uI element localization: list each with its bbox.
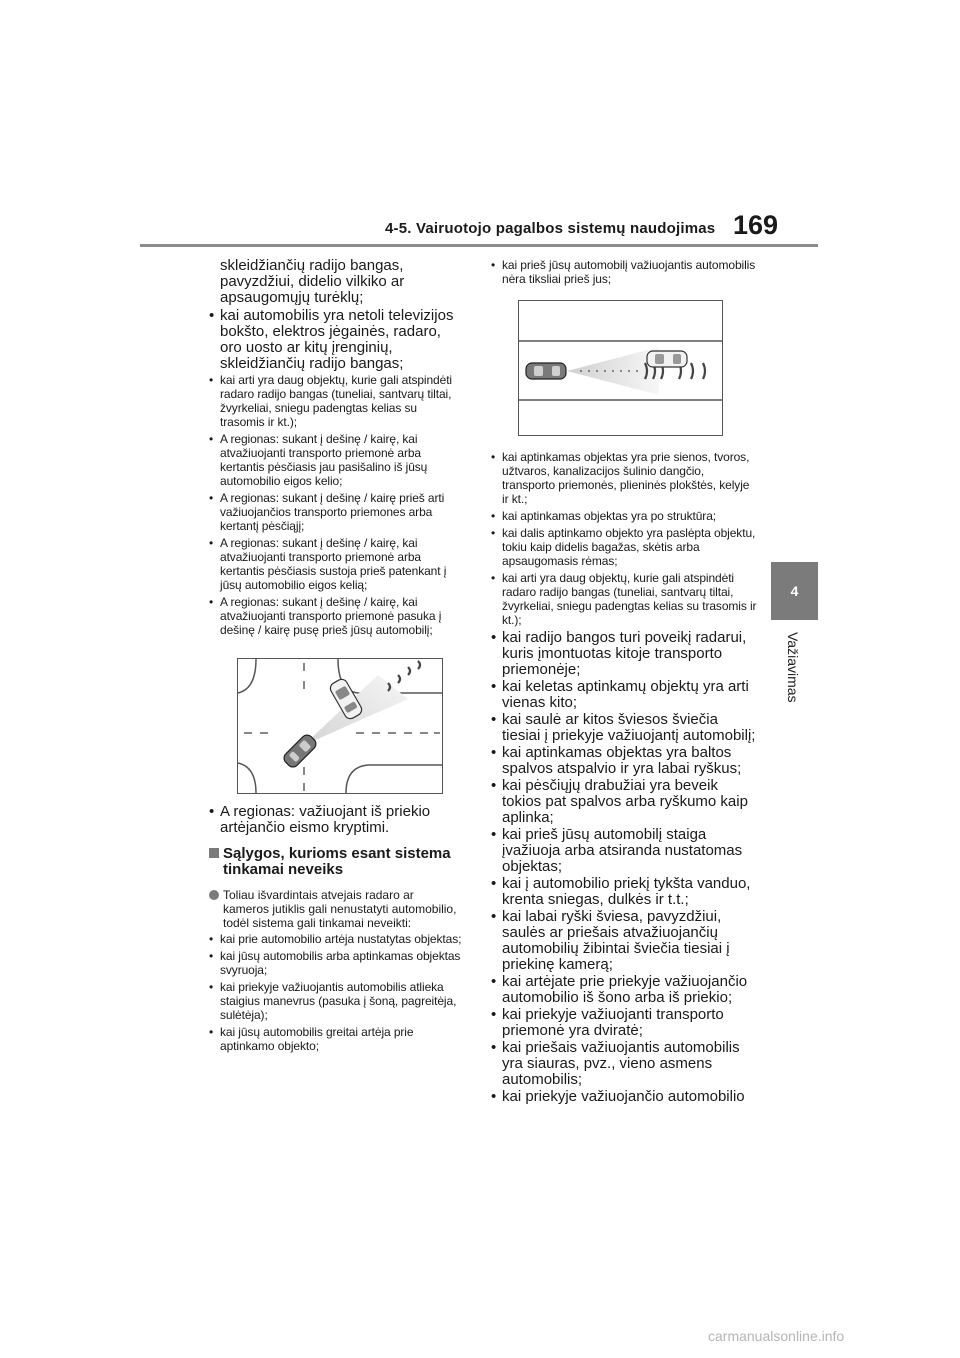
list-item: • kai aptinkamas objektas yra po struktūra; <box>491 509 759 523</box>
list-item: • kai priekyje važiuojanti transporto priemonė yra dviratė; <box>491 1007 759 1039</box>
list-item: • A regionas: sukant į dešinę / kairę, kai atvažiuojanti transporto priemonė pasuka į dešinę / kairę pusę prieš jūsų automobilį; <box>209 595 463 637</box>
list-item: • kai labai ryški šviesa, pavyzdžiui, saulės ar priešais atvažiuojančių automobilių žibintai šviečia tiesiai į priekinę kamerą; <box>491 909 759 973</box>
list-item: • A regionas: sukant į dešinę / kairę prieš arti važiuojančios transporto priemones arba kertantį pėsčiąjį; <box>209 491 463 533</box>
list-item: • kai keletas aptinkamų objektų yra arti vienas kito; <box>491 679 759 711</box>
list-item: • kai arti yra daug objektų, kurie gali atspindėti radaro radijo bangas (tuneliai, santvarų tiltai, žvyrkeliai, sniegu padengtas kelias su trasomis ir kt.); <box>491 571 759 627</box>
list-item: • kai aptinkamas objektas yra baltos spalvos atspalvio ir yra labai ryškus; <box>491 745 759 777</box>
continued-text: skleidžiančių radijo bangas, pavyzdžiui, didelio vilkiko ar apsaugomųjų turėklų; <box>220 257 405 306</box>
list-item: • A regionas: sukant į dešinę / kairę, kai atvažiuojanti transporto priemonė arba kertantis pėsčiasis sustoja prieš patenkant į jūsų automobilio eigos kelią; <box>209 536 463 592</box>
chapter-tab: 4 <box>771 562 818 620</box>
bullet-list <box>209 932 463 1053</box>
left-column <box>209 258 463 1056</box>
list-item: • A regionas: sukant į dešinę / kairę, kai atvažiuojanti transporto priemonė arba kertantis pėsčiasis jau pasišalino iš jūsų automobilio eigos kelio; <box>209 432 463 488</box>
list-item: • kai jūsų automobilis greitai artėja prie aptinkamo objekto; <box>209 1025 463 1053</box>
list-item: • kai artėjate prie priekyje važiuojančio automobilio iš šono arba iš priekio; <box>491 974 759 1006</box>
right-column <box>491 258 759 1106</box>
list-item: • kai saulė ar kitos šviesos šviečia tiesiai į priekyje važiuojantį automobilį; <box>491 712 759 744</box>
intersection-illustration <box>238 659 442 793</box>
list-item: • kai prieš jūsų automobilį staiga įvažiuoja arba atsiranda nustatomas objektas; <box>491 827 759 875</box>
header-title: 4-5. Vairuotojo pagalbos sistemų naudojimas <box>385 220 716 237</box>
list-item: • kai priekyje važiuojantis automobilis atlieka staigius manevrus (pasuka į šoną, pagreitėja, sulėtėja); <box>209 980 463 1022</box>
bullet-list <box>209 308 463 637</box>
square-bullet-icon <box>209 848 219 858</box>
list-item: • A regionas: važiuojant iš priekio artėjančio eismo kryptimi. <box>209 804 463 836</box>
list-item: • kai pėsčiųjų drabužiai yra beveik tokios pat spalvos arba ryškumo kaip aplinka; <box>491 778 759 826</box>
offset-vehicle-figure <box>518 300 723 436</box>
note-paragraph: Toliau išvardintais atvejais radaro ar kameros jutiklis gali nenustatyti automobilio, todėl sistema gali tinkamai neveikti: <box>209 888 463 930</box>
list-item: • kai dalis aptinkamo objekto yra paslėpta objektu, tokiu kaip didelis bagažas, skėtis arba apsaugomasis rėmas; <box>491 526 759 568</box>
list-item: • kai arti yra daug objektų, kurie gali atspindėti radaro radijo bangas (tuneliai, santvarų tiltai, žvyrkeliai, sniegu padengtas kelias su trasomis ir kt.); <box>209 373 463 429</box>
header-rule <box>140 244 818 247</box>
circle-bullet-icon <box>209 890 219 900</box>
list-item: • kai priekyje važiuojančio automobilio <box>491 1089 759 1105</box>
offset-vehicle-illustration <box>519 301 722 435</box>
bullet-list <box>491 258 759 286</box>
list-item: • kai priešais važiuojantis automobilis yra siauras, pvz., vieno asmens automobilis; <box>491 1040 759 1088</box>
page-number: 169 <box>733 210 779 240</box>
list-item: • kai aptinkamas objektas yra prie sienos, tvoros, užtvaros, kanalizacijos šulinio dangčio, transporto priemonės, plieninės plokštės, kelyje ir kt.; <box>491 450 759 506</box>
section-title: Sąlygos, kurioms esant sistema tinkamai neveiks <box>209 846 463 878</box>
list-item: • kai prie automobilio artėja nustatytas objektas; <box>209 932 463 946</box>
watermark: carmanualsonline.info <box>708 1328 845 1344</box>
bullet-list <box>209 804 463 836</box>
bullet-list <box>491 450 759 1105</box>
intersection-turn-figure <box>237 658 443 794</box>
list-item: • kai į automobilio priekį tykšta vanduo, krenta sniegas, dulkės ir t.t.; <box>491 876 759 908</box>
list-item: • kai prieš jūsų automobilį važiuojantis automobilis nėra tiksliai prieš jus; <box>491 258 759 286</box>
list-item: • kai jūsų automobilis arba aptinkamas objektas svyruoja; <box>209 949 463 977</box>
list-item: • kai radijo bangos turi poveikį radarui, kuris įmontuotas kitoje transporto priemonėje; <box>491 630 759 678</box>
list-item: • kai automobilis yra netoli televizijos bokšto, elektros jėgainės, radaro, oro uosto ar kitų įrenginių, skleidžiančių radijo bangas; <box>209 308 463 372</box>
chapter-label: Važiavimas <box>785 632 801 703</box>
